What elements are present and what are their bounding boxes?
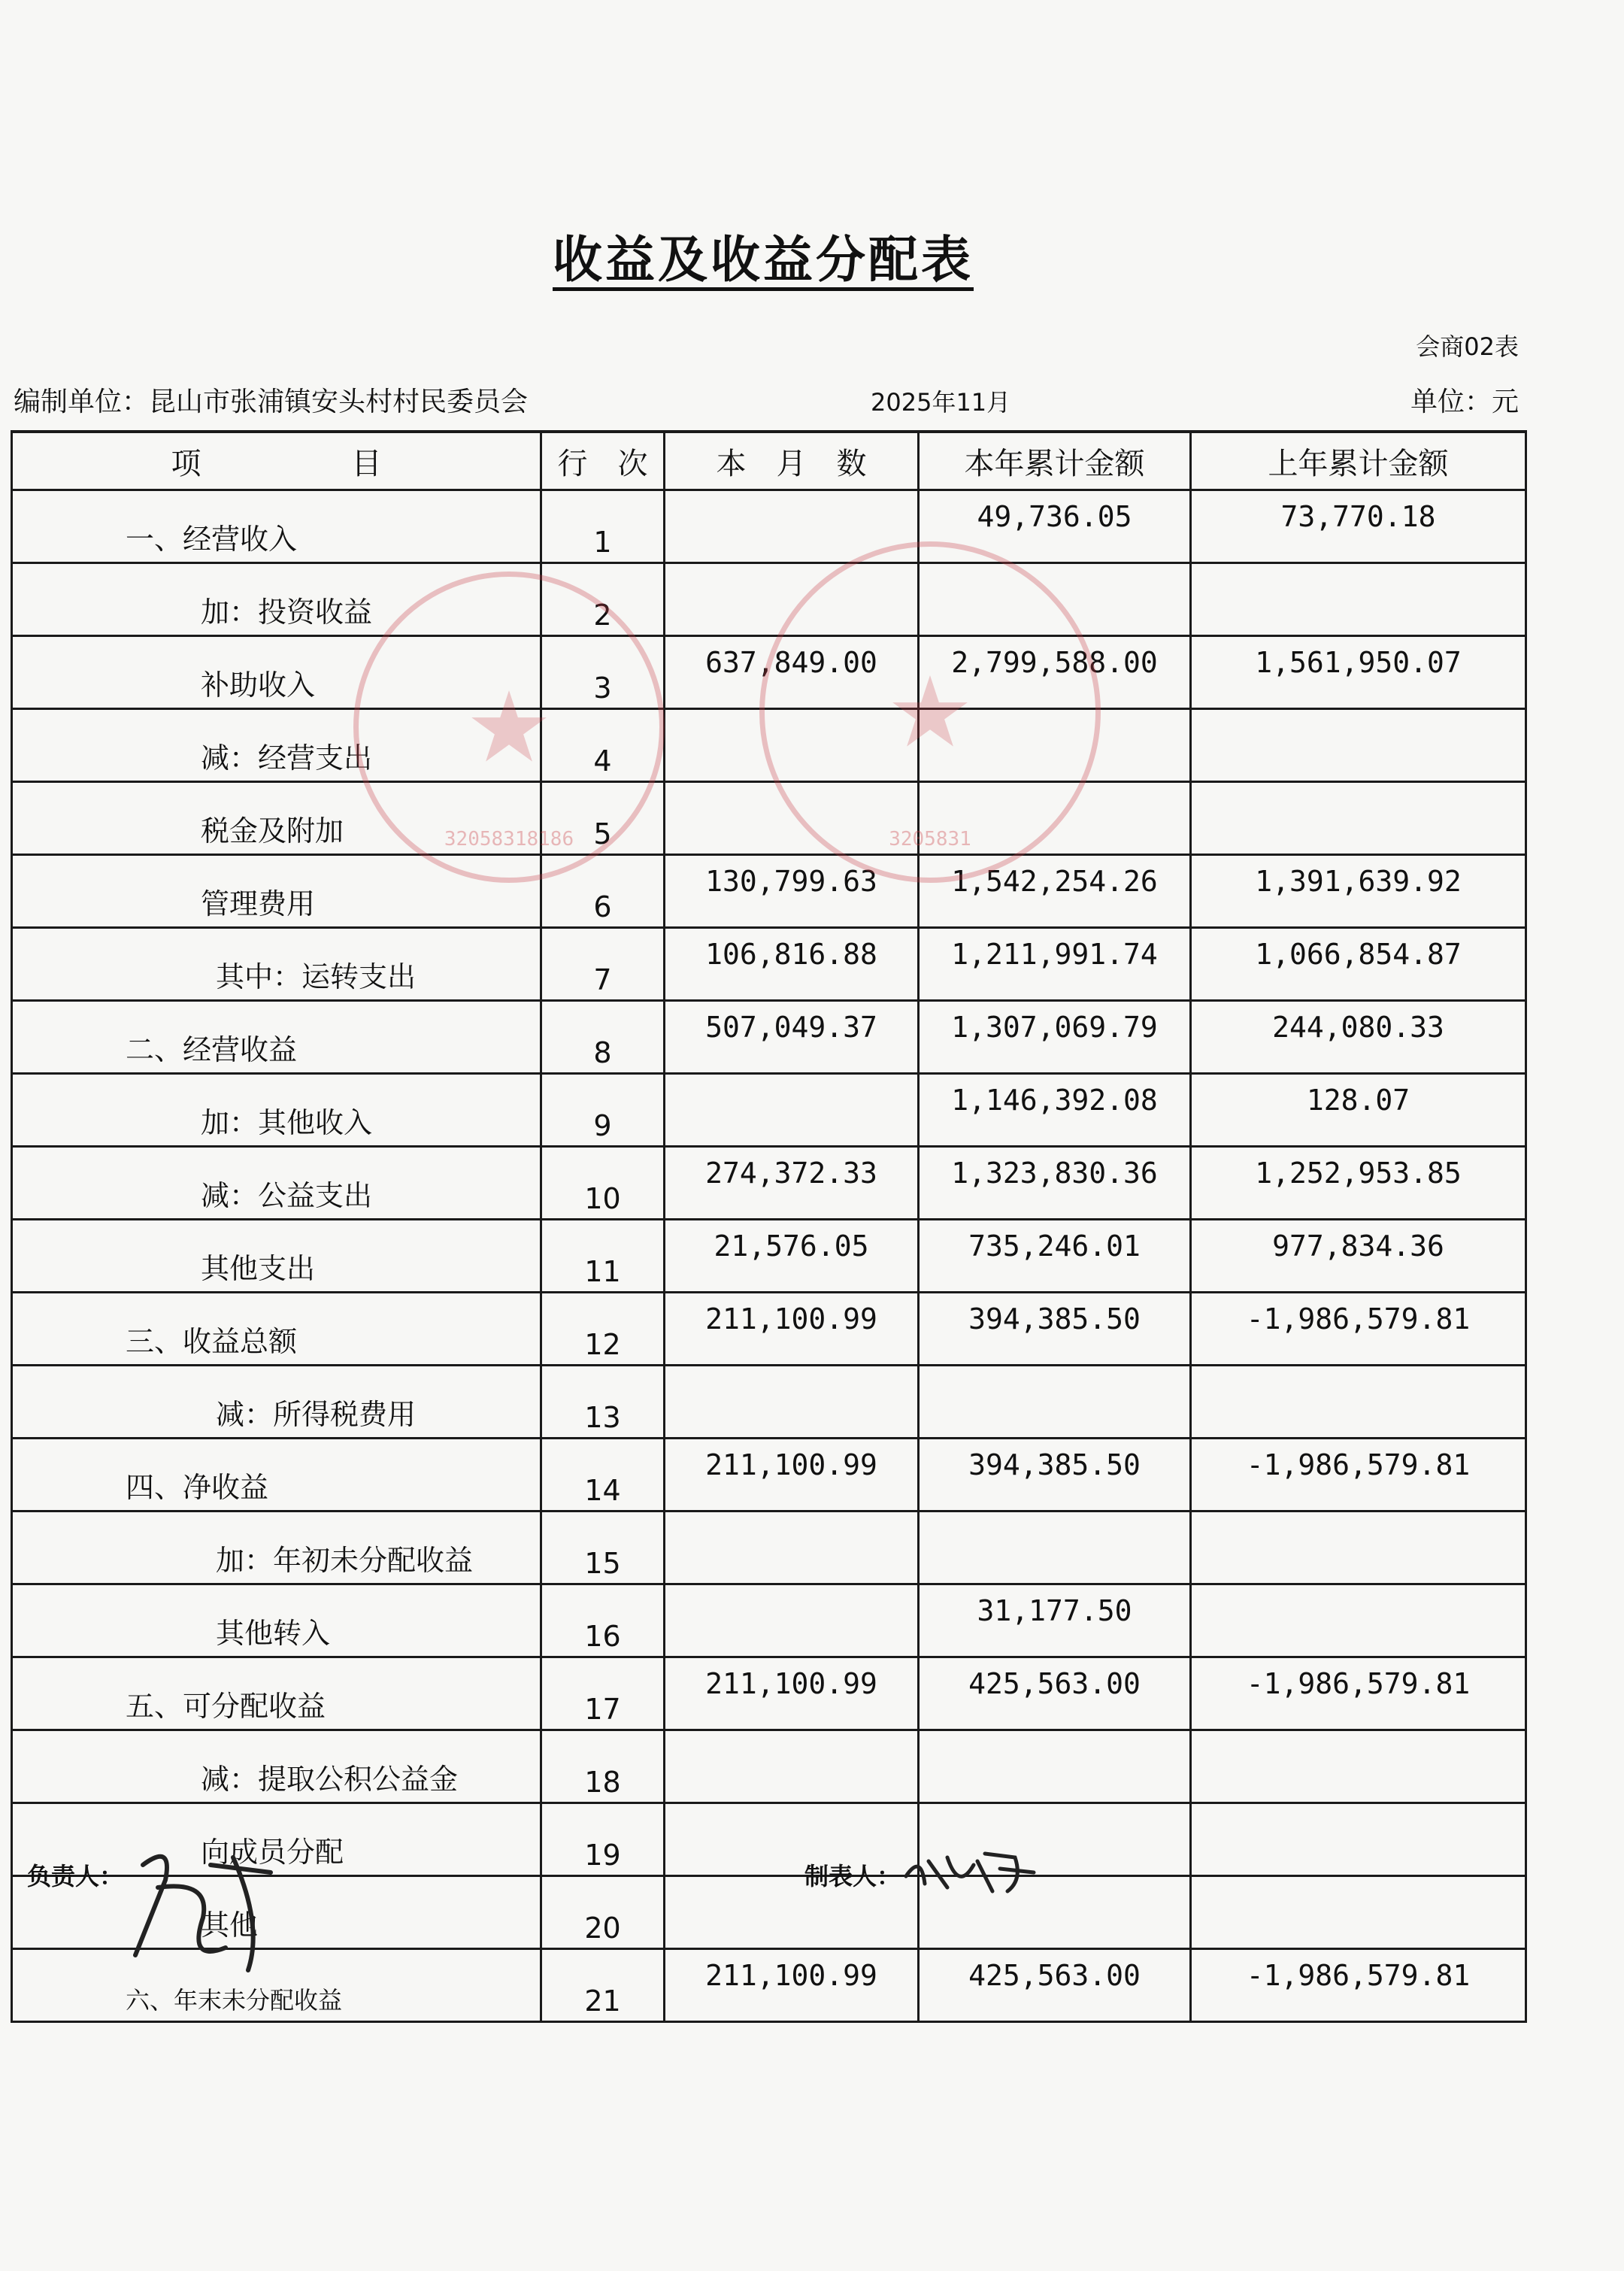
row-ytd-amount: 394,385.50 <box>919 1293 1191 1366</box>
seal-star-icon: ★ <box>886 655 974 769</box>
seal-number: 32058318186 <box>444 828 574 850</box>
row-item-label: 补助收入 <box>12 636 541 709</box>
row-item-label: 四、净收益 <box>12 1439 541 1511</box>
row-prev-year-amount <box>1191 1876 1526 1949</box>
preparer <box>804 1857 901 1892</box>
row-prev-year-amount: -1,986,579.81 <box>1191 1657 1526 1730</box>
row-line-number: 14 <box>541 1439 665 1511</box>
row-item-label: 其中：运转支出 <box>12 928 541 1001</box>
row-ytd-amount <box>919 1730 1191 1803</box>
row-item-label: 管理费用 <box>12 855 541 928</box>
row-month-amount: 274,372.33 <box>665 1147 919 1220</box>
row-prev-year-amount <box>1191 1803 1526 1876</box>
row-line-number: 8 <box>541 1001 665 1074</box>
table-row <box>12 563 1526 636</box>
row-month-amount <box>665 490 919 563</box>
table-row <box>12 1511 1526 1584</box>
row-item-label: 其他转入 <box>12 1584 541 1657</box>
preparer-label: 制表人： <box>804 1862 901 1890</box>
row-prev-year-amount: 977,834.36 <box>1191 1220 1526 1293</box>
row-prev-year-amount: 1,252,953.85 <box>1191 1147 1526 1220</box>
row-item-label: 加：其他收入 <box>12 1074 541 1147</box>
preparer-signature <box>902 1846 1038 1899</box>
table-row <box>12 636 1526 709</box>
row-item-label: 三、收益总额 <box>12 1293 541 1366</box>
row-line-number: 17 <box>541 1657 665 1730</box>
row-month-amount <box>665 1730 919 1803</box>
row-prev-year-amount <box>1191 1511 1526 1584</box>
row-line-number: 5 <box>541 782 665 855</box>
table-body <box>12 490 1526 2022</box>
row-month-amount <box>665 563 919 636</box>
row-item-label: 税金及附加 <box>12 782 541 855</box>
row-ytd-amount: 1,146,392.08 <box>919 1074 1191 1147</box>
row-ytd-amount <box>919 782 1191 855</box>
row-line-number: 7 <box>541 928 665 1001</box>
table-row <box>12 855 1526 928</box>
row-item-label: 五、可分配收益 <box>12 1657 541 1730</box>
row-item-label: 减：所得税费用 <box>12 1366 541 1439</box>
row-month-amount: 21,576.05 <box>665 1220 919 1293</box>
row-month-amount: 211,100.99 <box>665 1293 919 1366</box>
row-item-label: 向成员分配 <box>12 1803 541 1876</box>
row-prev-year-amount <box>1191 709 1526 782</box>
row-ytd-amount: 1,542,254.26 <box>919 855 1191 928</box>
row-prev-year-amount: 128.07 <box>1191 1074 1526 1147</box>
row-prev-year-amount: -1,986,579.81 <box>1191 1439 1526 1511</box>
table-row <box>12 1147 1526 1220</box>
row-ytd-amount: 735,246.01 <box>919 1220 1191 1293</box>
row-ytd-amount: 49,736.05 <box>919 490 1191 563</box>
row-line-number: 2 <box>541 563 665 636</box>
table-row <box>12 1439 1526 1511</box>
row-item-label: 其他 <box>12 1876 541 1949</box>
row-month-amount: 507,049.37 <box>665 1001 919 1074</box>
row-ytd-amount: 1,323,830.36 <box>919 1147 1191 1220</box>
row-month-amount: 130,799.63 <box>665 855 919 928</box>
table-row <box>12 709 1526 782</box>
row-line-number: 15 <box>541 1511 665 1584</box>
seal-number: 3205831 <box>889 828 971 850</box>
row-ytd-amount: 425,563.00 <box>919 1657 1191 1730</box>
row-line-number: 19 <box>541 1803 665 1876</box>
table-row <box>12 782 1526 855</box>
row-ytd-amount: 425,563.00 <box>919 1949 1191 2022</box>
row-item-label: 其他支出 <box>12 1220 541 1293</box>
row-prev-year-amount <box>1191 1366 1526 1439</box>
row-item-label: 减：经营支出 <box>12 709 541 782</box>
col-header-ytd: 本年累计金额 <box>919 432 1191 490</box>
table-row <box>12 1366 1526 1439</box>
table-row <box>12 1584 1526 1657</box>
report-meta-row <box>14 381 1519 418</box>
row-line-number: 12 <box>541 1293 665 1366</box>
row-month-amount <box>665 1366 919 1439</box>
income-distribution-table <box>11 430 1527 2023</box>
table-row <box>12 928 1526 1001</box>
responsible-label: 负责人： <box>27 1862 124 1890</box>
row-month-amount <box>665 709 919 782</box>
row-ytd-amount: 1,307,069.79 <box>919 1001 1191 1074</box>
row-line-number: 1 <box>541 490 665 563</box>
row-month-amount: 211,100.99 <box>665 1439 919 1511</box>
row-line-number: 11 <box>541 1220 665 1293</box>
row-month-amount: 637,849.00 <box>665 636 919 709</box>
row-prev-year-amount <box>1191 1730 1526 1803</box>
row-ytd-amount <box>919 563 1191 636</box>
row-month-amount <box>665 1511 919 1584</box>
report-title: 收益及收益分配表 <box>553 231 974 289</box>
row-line-number: 10 <box>541 1147 665 1220</box>
table-row <box>12 1293 1526 1366</box>
table-row <box>12 1074 1526 1147</box>
table-row <box>12 1730 1526 1803</box>
row-line-number: 4 <box>541 709 665 782</box>
row-prev-year-amount <box>1191 782 1526 855</box>
row-line-number: 13 <box>541 1366 665 1439</box>
org-label: 编制单位：昆山市张浦镇安头村村民委员会 <box>14 387 529 417</box>
row-prev-year-amount: -1,986,579.81 <box>1191 1293 1526 1366</box>
col-header-item: 项 目 <box>12 432 541 490</box>
row-line-number: 3 <box>541 636 665 709</box>
row-prev-year-amount <box>1191 1584 1526 1657</box>
row-prev-year-amount <box>1191 563 1526 636</box>
form-code: 会商02表 <box>1416 332 1519 361</box>
row-line-number: 9 <box>541 1074 665 1147</box>
table-row <box>12 1657 1526 1730</box>
row-line-number: 16 <box>541 1584 665 1657</box>
row-ytd-amount <box>919 709 1191 782</box>
responsible-signature <box>120 1835 286 1978</box>
row-month-amount <box>665 782 919 855</box>
row-prev-year-amount: 244,080.33 <box>1191 1001 1526 1074</box>
row-month-amount: 211,100.99 <box>665 1949 919 2022</box>
row-prev-year-amount: 1,391,639.92 <box>1191 855 1526 928</box>
row-month-amount: 106,816.88 <box>665 928 919 1001</box>
row-prev-year-amount: 1,561,950.07 <box>1191 636 1526 709</box>
row-item-label: 加：年初未分配收益 <box>12 1511 541 1584</box>
row-ytd-amount: 394,385.50 <box>919 1439 1191 1511</box>
table-header-row <box>12 432 1526 490</box>
row-ytd-amount: 31,177.50 <box>919 1584 1191 1657</box>
row-item-label: 加：投资收益 <box>12 563 541 636</box>
row-item-label: 减：提取公积公益金 <box>12 1730 541 1803</box>
col-header-prev: 上年累计金额 <box>1191 432 1526 490</box>
row-item-label: 六、年末未分配收益 <box>12 1949 541 2022</box>
row-item-label: 减：公益支出 <box>12 1147 541 1220</box>
currency-unit: 单位：元 <box>1410 387 1519 417</box>
col-header-line: 行 次 <box>541 432 665 490</box>
row-prev-year-amount: -1,986,579.81 <box>1191 1949 1526 2022</box>
responsible-person <box>27 1857 123 1892</box>
row-item-label: 一、经营收入 <box>12 490 541 563</box>
row-line-number: 20 <box>541 1876 665 1949</box>
col-header-month: 本 月 数 <box>665 432 919 490</box>
row-ytd-amount: 2,799,588.00 <box>919 636 1191 709</box>
row-ytd-amount <box>919 1511 1191 1584</box>
table-row <box>12 490 1526 563</box>
row-item-label: 二、经营收益 <box>12 1001 541 1074</box>
row-ytd-amount: 1,211,991.74 <box>919 928 1191 1001</box>
table-row <box>12 1220 1526 1293</box>
table-row <box>12 1001 1526 1074</box>
row-ytd-amount <box>919 1366 1191 1439</box>
row-prev-year-amount: 73,770.18 <box>1191 490 1526 563</box>
row-month-amount <box>665 1584 919 1657</box>
seal-star-icon: ★ <box>465 670 553 784</box>
row-month-amount <box>665 1074 919 1147</box>
row-month-amount: 211,100.99 <box>665 1657 919 1730</box>
row-line-number: 6 <box>541 855 665 928</box>
row-line-number: 21 <box>541 1949 665 2022</box>
row-prev-year-amount: 1,066,854.87 <box>1191 928 1526 1001</box>
row-line-number: 18 <box>541 1730 665 1803</box>
report-period: 2025年11月 <box>871 388 1011 417</box>
